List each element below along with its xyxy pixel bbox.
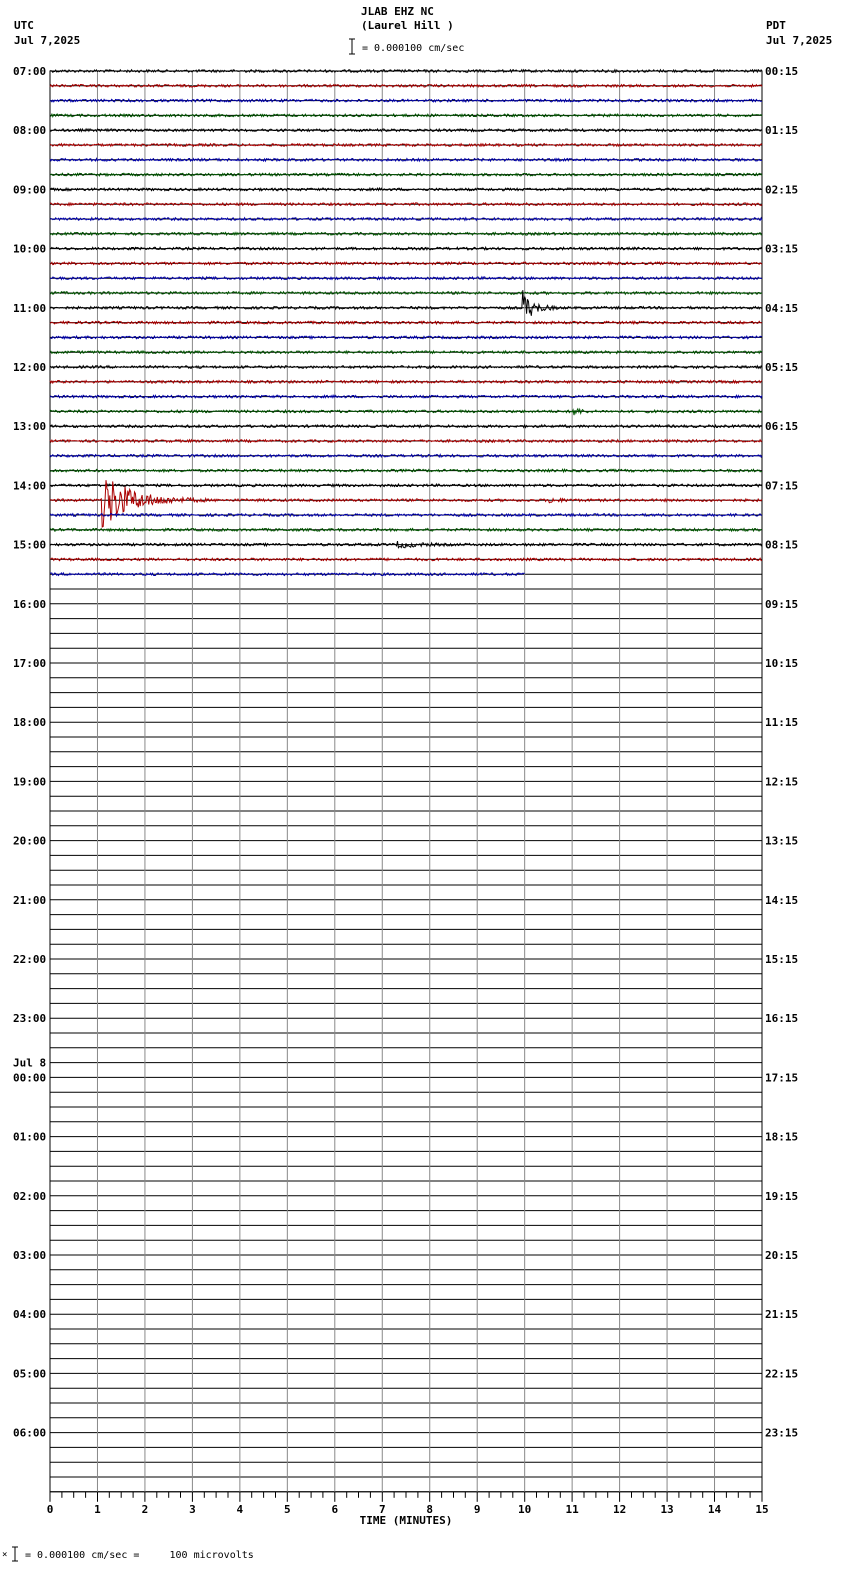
trace-row-32 [50,541,762,548]
trace-row-21 [50,381,762,384]
x-tick-label: 4 [236,1502,244,1516]
left-time-label: 10:00 [13,242,47,256]
x-tick-label: 0 [46,1502,54,1516]
left-time-label: 22:00 [13,953,47,966]
left-time-label: 23:00 [13,1012,47,1026]
date-change-label: Jul 8 [13,1056,47,1070]
left-time-label: 03:00 [13,1249,47,1262]
right-time-label: 00:15 [765,65,799,78]
x-tick-label: 13 [660,1502,674,1516]
right-time-label: 05:15 [765,361,799,374]
x-tick-label: 7 [378,1502,386,1516]
x-tick-label: 11 [565,1502,579,1516]
x-tick-label: 12 [612,1502,627,1516]
right-time-label: 01:15 [765,124,799,138]
x-tick-label: 14 [707,1502,722,1516]
right-time-label: 23:15 [765,1426,799,1440]
right-time-label: 02:15 [765,183,799,197]
trace-row-33 [50,558,762,561]
trace-row-8 [50,188,762,191]
right-time-label: 21:15 [765,1308,799,1322]
trace-row-29 [50,480,762,527]
x-tick-label: 2 [141,1502,149,1516]
left-time-label: 19:00 [13,775,47,789]
left-time-label: 11:00 [13,301,47,315]
utc-date: Jul 7,2025 [14,34,81,47]
left-time-label: 13:00 [13,420,47,434]
left-time-label: 14:00 [13,479,47,493]
left-time-label: 06:00 [13,1426,47,1440]
x-tick-label: 8 [426,1502,434,1516]
x-tick-label: 3 [189,1502,196,1516]
scale-bar-icon [12,39,355,1561]
trace-row-6 [50,159,762,162]
right-time-label: 13:15 [765,834,799,848]
trace-row-3 [50,114,762,117]
right-time-label: 10:15 [765,657,799,670]
footer-scale-mark: × [2,1550,8,1560]
right-time-label: 19:15 [765,1189,799,1203]
left-time-label: 07:00 [13,65,47,78]
x-tick-label: 6 [331,1502,339,1516]
right-time-label: 06:15 [765,420,799,434]
x-tick-label: 1 [94,1502,101,1516]
right-time-label: 12:15 [765,775,799,789]
utc-label: UTC [14,19,34,32]
left-time-label: 18:00 [13,716,47,730]
right-time-label: 03:15 [765,242,799,256]
left-time-label: 04:00 [13,1308,47,1322]
left-time-label: 15:00 [13,538,47,552]
right-time-label: 07:15 [765,479,799,493]
left-time-label: 08:00 [13,124,47,138]
station-location: (Laurel Hill ) [361,19,454,32]
right-time-label: 15:15 [765,953,799,966]
right-time-label: 17:15 [765,1071,799,1085]
left-time-label: 16:00 [13,597,47,611]
right-time-label: 22:15 [765,1367,799,1381]
x-tick-label: 9 [473,1502,481,1516]
right-time-label: 18:15 [765,1130,799,1144]
x-tick-label: 15 [755,1502,769,1516]
right-time-label: 20:15 [765,1249,799,1262]
left-time-label: 12:00 [13,361,47,374]
x-axis-title: TIME (MINUTES) [359,1513,453,1527]
left-time-label: 05:00 [13,1367,47,1381]
left-time-label: 09:00 [13,183,47,197]
station-title: JLAB EHZ NC [361,5,434,18]
footer-scale-note: = 0.000100 cm/sec = 100 microvolts [25,1550,254,1561]
left-time-label: 21:00 [13,893,47,907]
left-time-label: 00:00 [13,1071,47,1085]
right-time-label: 11:15 [765,716,799,730]
right-time-label: 04:15 [765,301,799,315]
left-time-label: 01:00 [13,1130,47,1144]
x-tick-label: 10 [518,1502,532,1516]
scale-label: = 0.000100 cm/sec [362,43,465,54]
x-axis [47,1492,769,1527]
trace-row-28 [50,484,762,487]
trace-row-23 [50,409,762,415]
left-time-label: 02:00 [13,1189,47,1203]
right-time-label: 16:15 [765,1012,799,1026]
right-time-label: 09:15 [765,597,799,611]
pdt-label: PDT [766,19,786,32]
left-time-label: 20:00 [13,834,47,848]
trace-row-10 [50,218,762,221]
plot-grid [50,71,762,1492]
left-time-label: 17:00 [13,657,47,670]
right-time-label: 14:15 [765,893,799,907]
trace-row-0 [50,70,762,73]
pdt-date: Jul 7,2025 [766,34,833,47]
right-time-label: 08:15 [765,538,799,552]
x-tick-label: 5 [284,1502,291,1516]
